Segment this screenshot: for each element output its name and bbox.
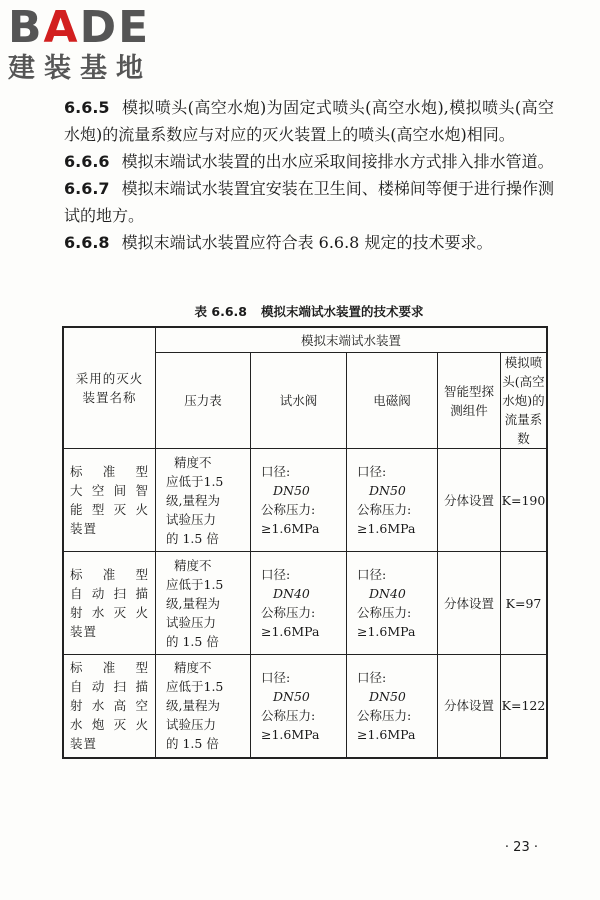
device-name-cell: 标准型 自动扫描 射水高空 水炮灭火 装置 [63, 655, 156, 758]
logo-wordmark: BADE [8, 2, 151, 53]
smart-detector-cell: 分体设置 [438, 655, 501, 758]
header-pressure-gauge: 压力表 [156, 353, 251, 449]
logo-subtitle: 建装基地 [8, 53, 152, 84]
brand-logo [8, 4, 178, 86]
flow-coefficient-cell: K=97 [501, 552, 548, 655]
header-test-valve: 试水阀 [251, 353, 347, 449]
header-flow-coefficient: 模拟喷头(高空水炮)的流量系数 [501, 353, 548, 449]
gauge-cell: 精度不 应低于1.5 级,量程为 试验压力 的 1.5 倍 [156, 449, 251, 552]
header-terminal-test-group: 模拟末端试水装置 [156, 327, 548, 353]
test-valve-cell: 口径: DN50 公称压力: ≥1.6MPa [251, 655, 347, 758]
table-header-row [63, 327, 547, 353]
gauge-cell: 精度不 应低于1.5 级,量程为 试验压力 的 1.5 倍 [156, 655, 251, 758]
clause-6-6-6: 6.6.6 模拟末端试水装置的出水应采取间接排水方式排入排水管道。 [64, 152, 554, 171]
device-name-cell: 标准型 自动扫描 射水灭火 装置 [63, 552, 156, 655]
gauge-cell: 精度不 应低于1.5 级,量程为 试验压力 的 1.5 倍 [156, 552, 251, 655]
header-solenoid-valve: 电磁阀 [347, 353, 438, 449]
solenoid-valve-cell: 口径: DN50 公称压力: ≥1.6MPa [347, 655, 438, 758]
table-row [63, 655, 547, 758]
spec-table [62, 326, 548, 759]
smart-detector-cell: 分体设置 [438, 552, 501, 655]
clause-6-6-7: 6.6.7 模拟末端试水装置宜安装在卫生间、楼梯间等便于进行操作测试的地方。 [64, 179, 554, 225]
table-row [63, 552, 547, 655]
flow-coefficient-cell: K=190 [501, 449, 548, 552]
header-device-name: 采用的灭火装置名称 [63, 327, 156, 449]
test-valve-cell: 口径: DN50 公称压力: ≥1.6MPa [251, 449, 347, 552]
table-row [63, 449, 547, 552]
clause-6-6-8: 6.6.8 模拟末端试水装置应符合表 6.6.8 规定的技术要求。 [64, 233, 493, 252]
header-smart-detector: 智能型探测组件 [438, 353, 501, 449]
test-valve-cell: 口径: DN40 公称压力: ≥1.6MPa [251, 552, 347, 655]
flow-coefficient-cell: K=122 [501, 655, 548, 758]
solenoid-valve-cell: 口径: DN50 公称压力: ≥1.6MPa [347, 449, 438, 552]
smart-detector-cell: 分体设置 [438, 449, 501, 552]
device-name-cell: 标准型 大空间智 能型灭火 装置 [63, 449, 156, 552]
clause-6-6-5: 6.6.5 模拟喷头(高空水炮)为固定式喷头(高空水炮),模拟喷头(高空水炮)的流量系数应与对应的灭火装置上的喷头(高空水炮)相同。 [64, 98, 554, 144]
page-number: · 23 · [504, 840, 538, 855]
solenoid-valve-cell: 口径: DN40 公称压力: ≥1.6MPa [347, 552, 438, 655]
table-caption: 表 6.6.8 模拟末端试水装置的技术要求 [194, 304, 424, 319]
clause-list [64, 94, 554, 256]
